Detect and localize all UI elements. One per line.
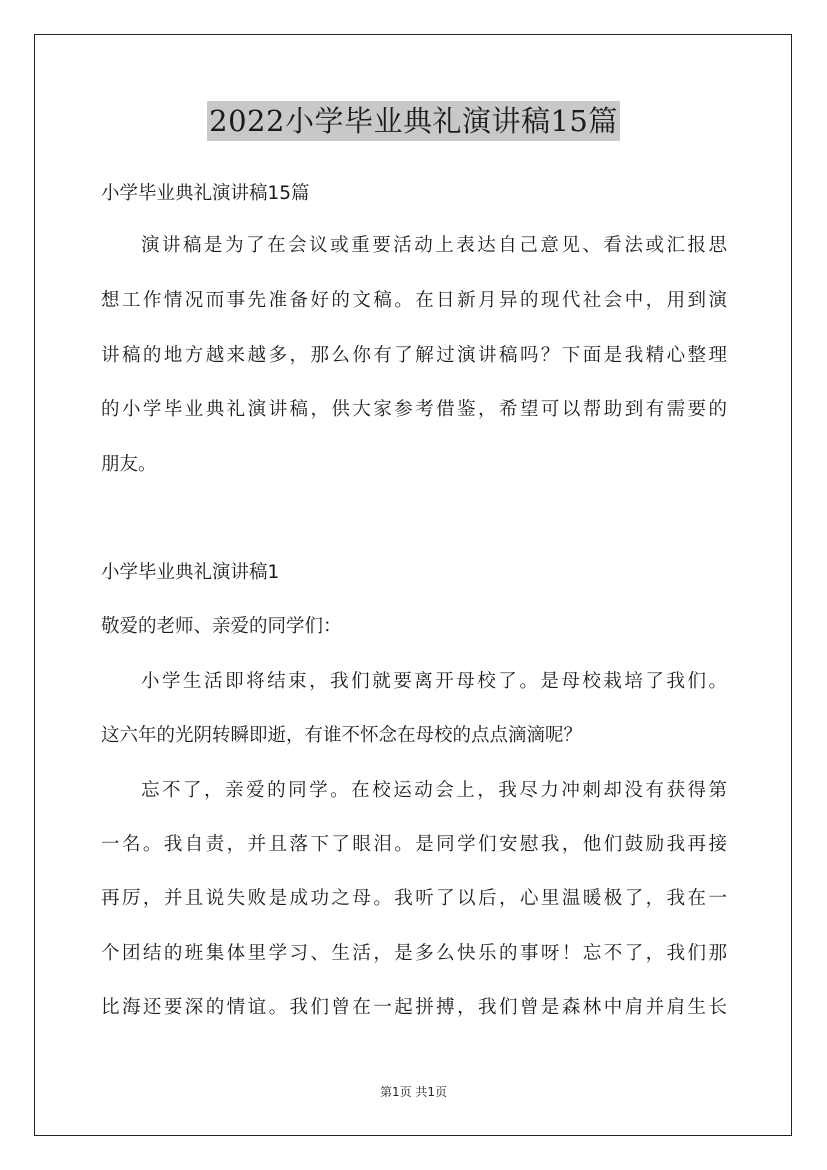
- paragraph-line: 一名。我自责，并且落下了眼泪。是同学们安慰我，他们鼓励我再接: [101, 834, 727, 855]
- paragraph-line: 这六年的光阴转瞬即逝，有谁不怀念在母校的点点滴滴呢？: [101, 725, 583, 746]
- intro-line: 想工作情况而事先准备好的文稿。在日新月异的现代社会中，用到演: [101, 290, 727, 311]
- intro-line: 朋友。: [101, 454, 157, 475]
- paragraph-line: 小学生活即将结束，我们就要离开母校了。是母校栽培了我们。: [141, 671, 727, 692]
- page-footer: 第1页 共1页: [379, 1085, 448, 1099]
- intro-line: 讲稿的地方越来越多，那么你有了解过演讲稿吗？下面是我精心整理: [101, 345, 727, 366]
- paragraph-line: 个团结的班集体里学习、生活，是多么快乐的事呀！忘不了，我们那: [101, 943, 727, 964]
- intro-line: 的小学毕业典礼演讲稿，供大家参考借鉴，希望可以帮助到有需要的: [101, 399, 727, 420]
- subtitle: 小学毕业典礼演讲稿15篇: [101, 183, 310, 204]
- greeting: 敬爱的老师、亲爱的同学们：: [101, 616, 342, 637]
- document-title: 2022小学毕业典礼演讲稿15篇: [207, 101, 620, 141]
- section-heading: 小学毕业典礼演讲稿1: [101, 562, 280, 583]
- title-container: [0, 101, 827, 141]
- paragraph-line: 再厉，并且说失败是成功之母。我听了以后，心里温暖极了，我在一: [101, 888, 727, 909]
- intro-line: 演讲稿是为了在会议或重要活动上表达自己意见、看法或汇报思: [141, 235, 727, 256]
- paragraph-line: 比海还要深的情谊。我们曾在一起拼搏，我们曾是森林中肩并肩生长: [101, 997, 727, 1018]
- paragraph-line: 忘不了，亲爱的同学。在校运动会上，我尽力冲刺却没有获得第: [141, 780, 727, 801]
